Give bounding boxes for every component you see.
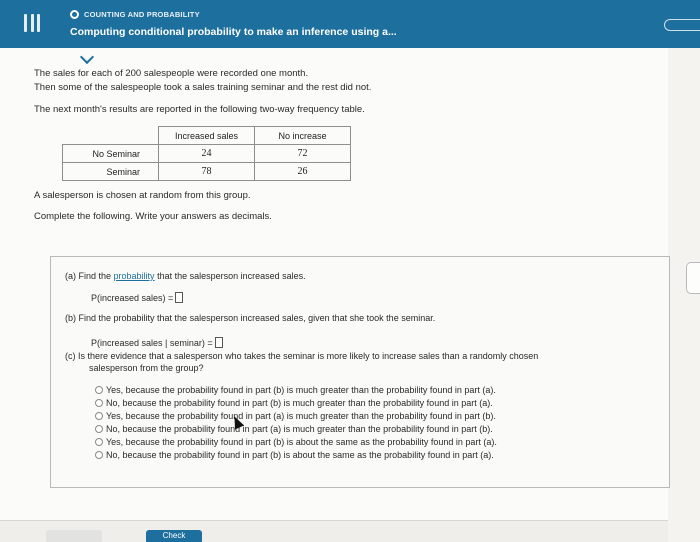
option-2-text: No, because the probability found in part (b) is much greater than the probability found in part (a). xyxy=(106,398,493,408)
radio-button[interactable] xyxy=(95,438,103,446)
answer-b-label: P(increased sales | seminar) = xyxy=(91,338,213,348)
question-a xyxy=(65,271,306,281)
cell-no-seminar-no-increase: 72 xyxy=(255,145,351,163)
radio-button[interactable] xyxy=(95,451,103,459)
option-3-text: Yes, because the probability found in part (a) is much greater than the probability found in part (b). xyxy=(106,411,496,421)
answer-b-row xyxy=(91,337,223,348)
option-1[interactable] xyxy=(95,385,496,395)
radio-button[interactable] xyxy=(95,425,103,433)
table-row xyxy=(63,163,351,181)
question-box xyxy=(50,256,670,488)
main-content xyxy=(0,48,668,542)
option-4[interactable] xyxy=(95,424,493,434)
col-header-increased: Increased sales xyxy=(159,127,255,145)
question-a-suffix: that the salesperson increased sales. xyxy=(154,271,306,281)
chevron-down-icon[interactable] xyxy=(80,50,94,64)
intro-line-2: Then some of the salespeople took a sales training seminar and the rest did not. xyxy=(34,82,372,93)
radio-button[interactable] xyxy=(95,399,103,407)
question-a-prefix: (a) Find the xyxy=(65,271,114,281)
topic-row xyxy=(70,10,200,19)
topic-circle-icon xyxy=(70,10,79,19)
menu-icon[interactable] xyxy=(24,14,40,32)
row-label-no-seminar: No Seminar xyxy=(63,145,159,163)
row-label-seminar: Seminar xyxy=(63,163,159,181)
radio-button[interactable] xyxy=(95,386,103,394)
cell-seminar-increased: 78 xyxy=(159,163,255,181)
question-b: (b) Find the probability that the salesperson increased sales, given that she took the seminar. xyxy=(65,313,436,323)
answer-a-row xyxy=(91,292,183,303)
table-row xyxy=(63,145,351,163)
prompt-line-2: Complete the following. Write your answers as decimals. xyxy=(34,211,272,222)
question-c-line-1: (c) Is there evidence that a salesperson who takes the seminar is more likely to increase sales than a randomly chosen xyxy=(65,351,539,361)
table-header-row xyxy=(63,127,351,145)
option-5[interactable] xyxy=(95,437,497,447)
explanation-button[interactable] xyxy=(46,530,102,542)
question-c-line-2: salesperson from the group? xyxy=(89,363,204,373)
check-button[interactable]: Check xyxy=(146,530,202,542)
option-6[interactable] xyxy=(95,450,494,460)
option-2[interactable] xyxy=(95,398,493,408)
table-corner xyxy=(63,127,159,145)
prompt-line-1: A salesperson is chosen at random from this group. xyxy=(34,190,251,201)
page-title: Computing conditional probability to make an inference using a... xyxy=(70,26,397,38)
frequency-table xyxy=(62,126,351,181)
header-bar xyxy=(0,0,700,48)
answer-a-input[interactable] xyxy=(175,292,183,303)
option-5-text: Yes, because the probability found in part (b) is about the same as the probability found in part (a). xyxy=(106,437,497,447)
answer-b-input[interactable] xyxy=(215,337,223,348)
option-1-text: Yes, because the probability found in part (b) is much greater than the probability found in part (a). xyxy=(106,385,496,395)
probability-link[interactable]: probability xyxy=(113,271,155,281)
radio-button[interactable] xyxy=(95,412,103,420)
cell-no-seminar-increased: 24 xyxy=(159,145,255,163)
cell-seminar-no-increase: 26 xyxy=(255,163,351,181)
side-panel-tab[interactable] xyxy=(686,262,700,294)
topic-label: COUNTING AND PROBABILITY xyxy=(84,10,200,19)
col-header-no-increase: No increase xyxy=(255,127,351,145)
top-right-toggle[interactable] xyxy=(664,19,700,31)
intro-line-1: The sales for each of 200 salespeople were recorded one month. xyxy=(34,68,309,79)
option-6-text: No, because the probability found in part (b) is about the same as the probability found in part (a). xyxy=(106,450,494,460)
answer-a-label: P(increased sales) = xyxy=(91,293,174,303)
option-3[interactable] xyxy=(95,411,496,421)
option-4-text: No, because the probability found in part (a) is much greater than the probability found in part (b). xyxy=(106,424,493,434)
intro-line-3: The next month's results are reported in the following two-way frequency table. xyxy=(34,104,365,115)
